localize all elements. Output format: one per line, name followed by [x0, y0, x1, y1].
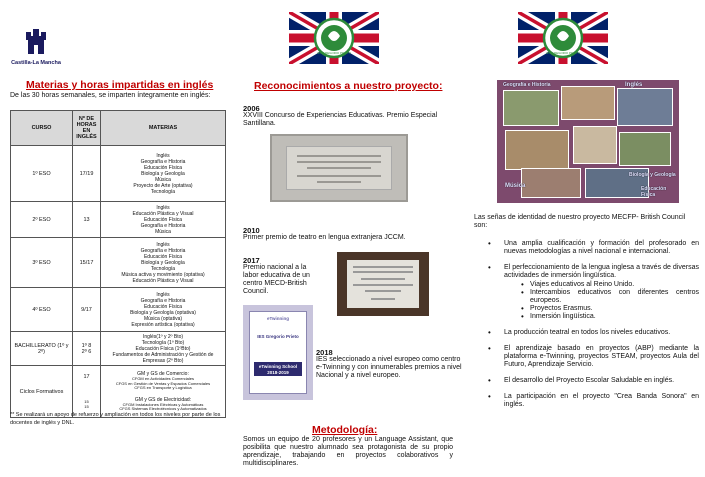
collage-photo — [503, 90, 559, 126]
year-2018: 2018 — [316, 348, 333, 357]
logo-text: Castilla-La Mancha — [11, 60, 61, 66]
sub-list-item: • Inmersión lingüística. — [504, 313, 699, 321]
plaque-2006-image — [270, 134, 408, 202]
horas-value: 17 — [83, 374, 90, 380]
collage-photo — [619, 132, 671, 166]
table-row — [11, 238, 226, 288]
ciclo-item: CFGS Sistemas Electrotécnicos y Automatizados — [119, 406, 207, 412]
materias-cell — [101, 366, 226, 418]
materia-item: Geografía e Historia — [140, 158, 186, 165]
materias-cell — [101, 202, 226, 238]
award-2010: Primer premio de teatro en lengua extranjera JCCM. — [243, 234, 406, 241]
materia-item: Educación Física — [143, 253, 183, 260]
materia-item: Educación Plástica y Visual — [132, 210, 194, 217]
materia-item: Fundamentos de Administración y Gestión de Empresas (2º Bto) — [112, 351, 214, 364]
materia-item: Inglés(1º y 2º Bto) — [142, 333, 184, 340]
panel-left — [0, 0, 235, 477]
emblem-text: IES GREGORIO PRIETO — [316, 51, 352, 55]
materia-item: Geografía e Historia — [140, 247, 186, 254]
activities-collage-image — [497, 80, 679, 203]
table-header-row — [11, 111, 226, 146]
metodologia-heading: Metodología: — [312, 424, 378, 436]
castle-icon — [22, 28, 50, 58]
materia-item: Educación Física (1ºBto) — [135, 345, 191, 352]
etwinning-logo-text: eTwinning — [267, 316, 289, 321]
materia-item: Educación Plástica y Visual — [132, 277, 194, 284]
horas-cell — [73, 366, 101, 418]
ciclo-group-title: GM y GS de Comercio: — [137, 371, 189, 378]
senas-intro: Las señas de identidad de nuestro proyecto MECFP- British Council son: — [474, 214, 686, 229]
list-item — [484, 264, 699, 321]
list-item: • El desarrollo del Proyecto Escolar Saludable en inglés. — [484, 377, 699, 385]
materia-item: Geografía e Historia — [140, 297, 186, 304]
award-2006: XXVIII Concurso de Experiencias Educativas. Premio Especial Santillana. — [243, 112, 438, 127]
ciclo-item: CFGM en Actividades Comerciales — [131, 376, 195, 382]
collage-label: Educación Física — [641, 186, 667, 198]
list-item: • El aprendizaje basado en proyectos (ABP) mediante la plataforma e-Twinning, proyectos STEAM, proyectos Aula del Futuro, Aprendizaje Servicio. — [484, 345, 699, 369]
table-row — [11, 202, 226, 238]
curso-cell: 4º ESO — [11, 288, 73, 332]
collage-photo — [561, 86, 615, 120]
horas-cell: 15/17 — [73, 238, 101, 288]
collage-photo — [617, 88, 673, 126]
award-2017: Premio nacional a la labor educativa de un centro MECD-British Council. — [243, 264, 310, 295]
materia-item: Biología y Geología — [141, 170, 185, 177]
materias-cell — [101, 238, 226, 288]
sub-list — [504, 281, 699, 321]
materia-item: Tecnología — [150, 265, 176, 272]
metodologia-text: Somos un equipo de 20 profesores y un Language Assistant, que posibilita que nuestro alumnado sea protagonista de su propio aprendizaje, trabajando en proyectos colaborativos y multidisciplinares. — [243, 436, 453, 467]
uk-flag-icon — [289, 12, 379, 64]
sub-list-item: • Intercambios educativos con diferentes centros europeos. — [504, 289, 699, 305]
materia-item: Proyecto de Arte (optativa) — [133, 182, 193, 189]
table-row — [11, 366, 226, 418]
list-item: • La producción teatral en todos los niveles educativos. — [484, 329, 699, 337]
year-2006: 2006 — [243, 104, 260, 113]
plaque-2017-image — [337, 252, 429, 316]
header-horas: Nº DE HORAS EN INGLÉS — [73, 111, 101, 146]
materia-item: Inglés — [156, 204, 170, 211]
year-2010: 2010 — [243, 226, 260, 235]
materia-item: Expresión artística (optativa) — [131, 321, 195, 328]
materia-item: Inglés — [156, 152, 170, 159]
sub-list-item: • Viajes educativos al Reino Unido. — [504, 281, 699, 289]
uk-flag-icon — [518, 12, 608, 64]
table-row — [11, 288, 226, 332]
collage-label: Biología y Geología — [629, 172, 676, 178]
list-item-text: El perfeccionamiento de la lengua inglesa a través de diversas actividades de inmersión lingüística. — [504, 264, 699, 279]
curso-cell: 1º ESO — [11, 146, 73, 202]
collage-label: Geografía e Historia — [503, 82, 551, 88]
header-materias: MATERIAS — [101, 111, 226, 146]
etwinning-years: 2018-2019 — [267, 370, 289, 375]
emblem-text: IES GREGORIO PRIETO — [545, 51, 581, 55]
materias-heading: Materias y horas impartidas en inglés — [26, 79, 214, 91]
ciclo-item: CFGS en Transporte y Logística — [134, 385, 192, 391]
horas-cell: 17/19 — [73, 146, 101, 202]
horas-value: 15 — [84, 403, 89, 409]
ciclo-group-title: GM y GS de Electricidad: — [134, 396, 192, 403]
materias-cell — [101, 288, 226, 332]
materia-item: Biología y Geología — [141, 259, 185, 266]
curso-cell: 3º ESO — [11, 238, 73, 288]
etwinning-certificate-image — [243, 305, 313, 400]
senas-list — [484, 240, 699, 417]
etwinning-badge-text: eTwinning School — [258, 364, 298, 369]
curso-cell: 2º ESO — [11, 202, 73, 238]
materia-item: Inglés — [156, 291, 170, 298]
horas-cell: 9/17 — [73, 288, 101, 332]
sub-list-item: • Proyectos Erasmus. — [504, 305, 699, 313]
ciclo-item: CFGS en Gestión de Ventas y Espacios Comerciales — [115, 380, 211, 386]
collage-photo — [521, 168, 581, 198]
materia-item: Tecnología (1º Bto) — [141, 339, 185, 346]
materia-item: Música activa y movimiento (optativa) — [121, 271, 205, 278]
materia-item: Biología y Geología (optativa) — [130, 309, 196, 316]
collage-label: Música — [505, 183, 526, 189]
list-item: • Una amplia cualificación y formación del profesorado en nuevas metodologías a nivel nacional e internacional. — [484, 240, 699, 256]
collage-label: Inglés — [625, 82, 643, 88]
etwinning-school-name: IES Gregorio Prieto — [257, 334, 299, 339]
materia-item: Educación Física — [143, 164, 183, 171]
year-2017: 2017 — [243, 256, 260, 265]
award-2018: IES seleccionado a nivel europeo como centro e-Twinning y con innumerables premios a nivel Nacional y a nivel europeo. — [316, 356, 462, 379]
curso-cell: Ciclos Formativos — [11, 366, 73, 418]
materia-item: Tecnología — [150, 188, 176, 195]
collage-photo — [573, 126, 617, 164]
materia-item: Educación Física — [143, 216, 183, 223]
subjects-table — [10, 110, 226, 418]
materia-item: Música (optativa) — [143, 315, 183, 322]
materia-item: Música — [155, 228, 171, 235]
jccm-logo — [10, 28, 62, 66]
uk-flag-emblem — [289, 12, 379, 64]
collage-photo — [505, 130, 569, 170]
curso-cell: BACHILLERATO (1º y 2º) — [11, 332, 73, 366]
table-row — [11, 146, 226, 202]
materias-cell — [101, 146, 226, 202]
horas-cell: 1º 8 2º 6 — [73, 332, 101, 366]
reconocimientos-heading: Reconocimientos a nuestro proyecto: — [254, 80, 443, 92]
horas-cell: 13 — [73, 202, 101, 238]
materia-item: Inglés — [156, 241, 170, 248]
footnote: ** Se realizará un apoyo de refuerzo y ampliación en todos los niveles por parte de los docentes de inglés y DNL. — [10, 412, 221, 426]
uk-flag-emblem — [518, 12, 608, 64]
materia-item: Educación Física — [143, 303, 183, 310]
ciclo-item: CFGM Instalaciones Eléctricas y Automáticas — [122, 401, 204, 407]
list-item: • La participación en el proyecto "Crea Banda Sonora" en inglés. — [484, 393, 699, 409]
materias-cell — [101, 332, 226, 366]
table-row — [11, 332, 226, 366]
header-curso: CURSO — [11, 111, 73, 146]
materia-item: Música — [155, 176, 171, 183]
materias-intro: De las 30 horas semanales, se imparten íntegramente en inglés: — [10, 92, 211, 99]
horas-value: 15 — [84, 399, 89, 404]
materia-item: Geografía e Historia — [140, 222, 186, 229]
